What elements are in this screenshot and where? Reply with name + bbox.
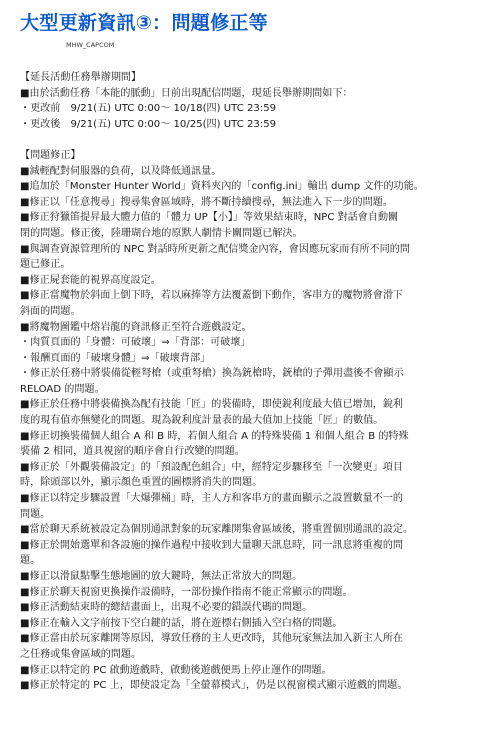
- fix-line: ■修正狩獵笛提昇最大體力值的「體力 UP【小】」等效果結束時，NPC 對話會自動關: [20, 212, 399, 224]
- fix-line: ■修正以特定的 PC 啟動遊戲時，啟動後遊戲便馬上停止運作的問題。: [20, 664, 332, 676]
- fix-line: 裝備 2 相同，道具視窗的順序會自行改變的問題。: [20, 446, 245, 458]
- fix-line: 題。: [20, 555, 41, 567]
- fix-line: ■與調查資源管理所的 NPC 對話時所更新之配信獎金內容，會因應玩家而有所不同的問: [20, 243, 410, 255]
- section-spacer: [20, 132, 482, 148]
- extension-line: ・更改前 9/21(五) UTC 0:00～ 10/18(四) UTC 23:59: [20, 103, 277, 115]
- article-body: [20, 70, 482, 694]
- fix-line: ■減輕配對伺服器的負荷，以及降低通訊量。: [20, 165, 222, 177]
- fix-line: ・修正於任務中將裝備從輕弩槍（或重弩槍）換為銃槍時，銃槍的子彈用盡後不會顯示: [20, 368, 404, 380]
- fix-line: ■修正當由於玩家離開等原因，導致任務的主人更改時，其他玩家無法加入新主人所在: [20, 633, 404, 645]
- fix-line: ■修正以特定步驟設置「大爆彈桶」時，主人方和客串方的畫面顯示之設置數量不一的: [20, 493, 404, 505]
- fix-line: ■修正當魔物於斜面上倒下時，若以麻捧等方法覆蓋倒下動作，客串方的魔物將會滑下: [20, 290, 404, 302]
- fix-line: ■修正以滑鼠點擊生態地圖的放大鍵時，無法正常放大的問題。: [20, 571, 303, 582]
- fix-line: 問題。: [20, 508, 51, 520]
- fix-line: ■修正於聊天視窗更換操作設備時，一部份操作指南不能正常顯示的問題。: [20, 586, 353, 598]
- extension-line: ■由於活動任務「本能的脈動」日前出現配信問題，現延長舉辦期間如下：: [20, 87, 353, 99]
- section-heading-extension: 【延長活動任務舉辦期間】: [20, 72, 142, 83]
- fix-line: ■追加於「Monster Hunter World」資料夾內的「config.ini」輸出 dump 文件的功能。: [20, 181, 424, 193]
- fix-line: 斜面的問題。: [20, 305, 81, 317]
- fix-line: 閉的問題。修正後，陸珊瑚台地的原默人劇情卡關問題已解決。: [20, 227, 303, 239]
- fix-line: ■修正屍套能的視界高度設定。: [20, 274, 161, 286]
- fix-line: ・肉質頁面的「身體：可破壞」⇒「背部：可破壞」: [20, 337, 251, 349]
- fix-line: 度的現有值亦無變化的問題。現為銳利度計量表的最大值加上技能「匠」的數值。: [20, 415, 384, 427]
- extension-line: ・更改後 9/21(五) UTC 0:00～ 10/25(四) UTC 23:59: [20, 118, 277, 130]
- fix-list: [20, 164, 482, 694]
- fix-line: ■修正於特定的 PC 上，即使設定為「全螢幕模式」，仍是以視窗模式顯示遊戲的問題。: [20, 680, 408, 692]
- fix-line: ■修正於開始選單和各設施的操作過程中接收到大量聊天訊息時，同一訊息將重複的問: [20, 539, 404, 551]
- fix-line: 之任務或集會區域的問題。: [20, 648, 142, 660]
- article-title: 大型更新資訊③：問題修正等: [20, 12, 268, 34]
- fix-line: ■當於聊天系統被設定為個別通訊對象的玩家離開集會區域後，將重置個別通訊的設定。: [20, 524, 414, 536]
- fix-line: ■修正於任務中將裝備換為配有技能「匠」的裝備時，即使銳利度最大值已增加，銳利: [20, 399, 404, 411]
- fix-line: ■修正活動結束時的總結畫面上，出現不必要的錯誤代碼的問題。: [20, 602, 313, 614]
- fix-line: ■修正於「外觀裝備設定」的「預設配色組合」中，經特定步驟移至「一次變更」項目: [20, 461, 404, 473]
- fix-line: ■修正以「任意搜尋」搜尋集會區域時，將不斷持續搜尋，無法進入下一步的問題。: [20, 196, 393, 208]
- fix-line: RELOAD 的問題。: [20, 383, 105, 395]
- section-heading-fixes: 【問題修正】: [20, 149, 81, 161]
- fix-line: ■修正切換裝備個人組合 A 和 B 時，若個人組合 A 的特殊裝備 1 和個人組合 B 的特殊: [20, 430, 409, 442]
- fix-line: 時，除頭部以外，顯示顏色重置的圖標將消失的問題。: [20, 477, 263, 489]
- fix-line: ■將魔物圖鑑中熔岩龍的資訊修正至符合遊戲設定。: [20, 321, 252, 333]
- fix-line: ■修正在輸入文字前按下空白鍵的話，將在遊標右側插入空白格的問題。: [20, 617, 343, 629]
- article-author: MHW_CAPCOM: [66, 41, 115, 49]
- fix-line: ・報酬頁面的「破壞身體」⇒「破壞背部」: [20, 352, 211, 364]
- fix-line: 題已修正。: [20, 259, 71, 271]
